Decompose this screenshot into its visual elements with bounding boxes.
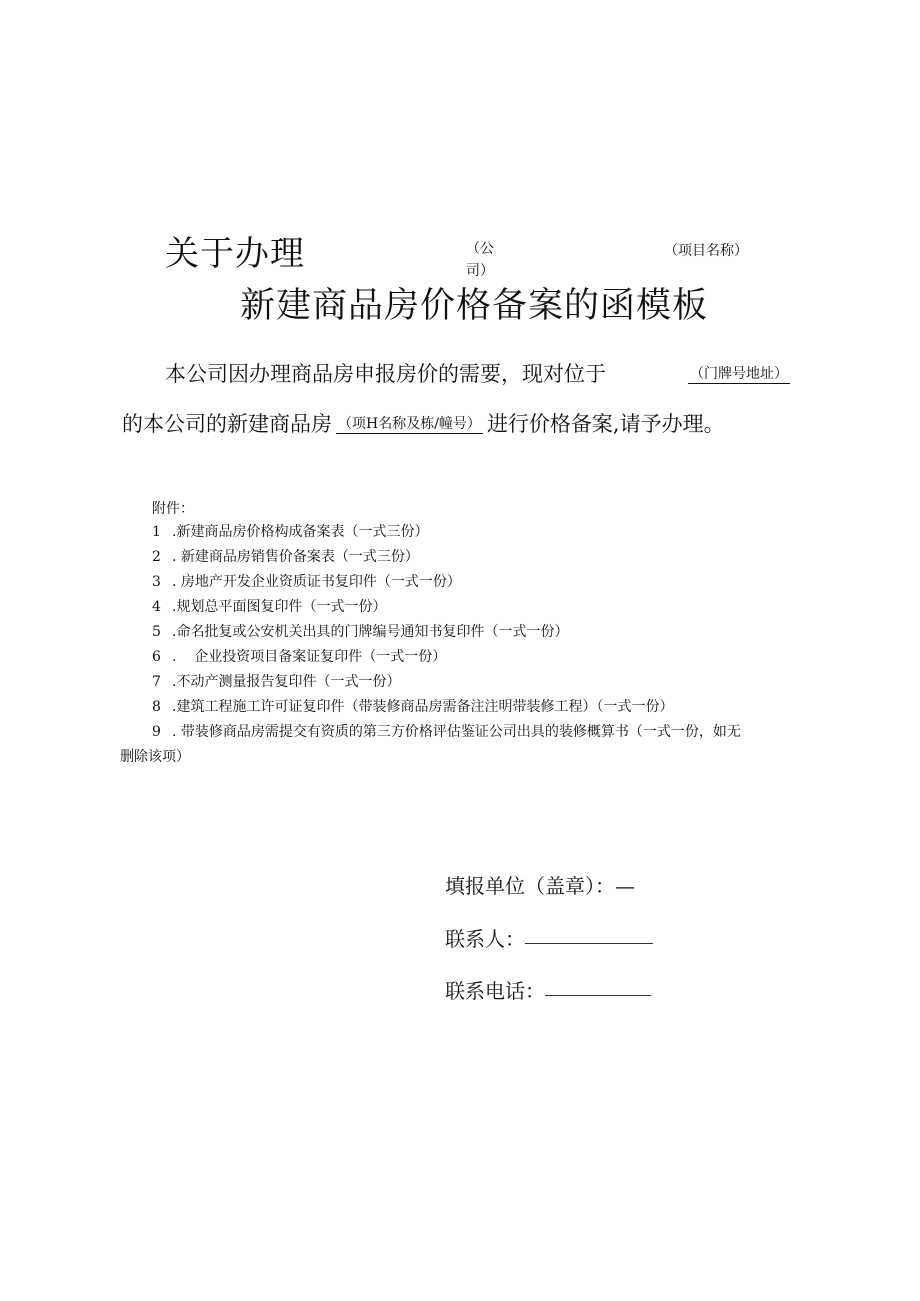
company-name-note: （公司） (466, 241, 494, 279)
attachments-list (120, 522, 812, 772)
list-item (152, 572, 812, 597)
list-item-number: 1 (152, 524, 161, 540)
document-title: 新建商品房价格备案的函模板 (240, 286, 709, 326)
list-item-number: 4 (152, 599, 161, 615)
project-name-note: （项目名称） (664, 243, 748, 259)
list-item-number: 5 (152, 624, 161, 640)
contact-phone-field (445, 975, 651, 1004)
reporting-unit-label: 填报单位（盖章）：— (445, 874, 635, 898)
contact-person-label: 联系人： (445, 927, 525, 951)
list-item (152, 522, 812, 547)
list-item-number: 9 (152, 724, 161, 740)
list-item-text: . 房地产开发企业资质证书复印件（一式一份） (172, 574, 461, 590)
list-item-text: . 企业投资项目备案证复印件（一式一份） (172, 649, 447, 665)
list-item-number: 8 (152, 699, 161, 715)
list-item-text: .不动产测量报告复印件（一式一份） (172, 674, 401, 690)
list-item-text: .规划总平面图复印件（一式一份） (172, 599, 387, 615)
body-line-2 (122, 408, 725, 438)
building-blank: （项H名称及栋/幢号） (338, 416, 481, 432)
list-item-text: .建筑工程施工许可证复印件（带装修商品房需备注注明带装修工程）（一式一份） (172, 699, 674, 715)
list-item-number: 2 (152, 549, 161, 565)
contact-person-blank[interactable] (525, 927, 653, 944)
list-item (152, 622, 812, 647)
address-blank: （门牌号地址） (690, 366, 788, 382)
list-item-number: 7 (152, 674, 161, 690)
list-item-text: .命名批复或公安机关出具的门牌编号通知书复印件（一式一份） (172, 624, 569, 640)
list-item (152, 597, 812, 622)
list-item (152, 647, 812, 672)
contact-phone-label: 联系电话： (445, 979, 545, 1003)
list-item-text: . 新建商品房销售价备案表（一式三份） (172, 549, 419, 565)
address-note (688, 363, 790, 384)
title-prefix: 关于办理 (165, 234, 305, 274)
list-item-text: .新建商品房价格构成备案表（一式三份） (172, 524, 429, 540)
list-item (152, 722, 812, 747)
list-item-continuation-text: 删除该项） (120, 749, 190, 765)
list-item-text: . 带装修商品房需提交有资质的第三方价格评估鉴证公司出具的装修概算书（一式一份，如无 (172, 724, 741, 740)
list-item-continuation (120, 747, 812, 772)
list-item (152, 547, 812, 572)
list-item (152, 697, 812, 722)
body-line-1: 本公司因办理商品房申报房价的需要，现对位于 (165, 362, 606, 386)
reporting-unit-field (445, 870, 635, 899)
contact-phone-blank[interactable] (545, 979, 651, 996)
attachments-title: 附件： (152, 501, 194, 517)
body-line-2-prefix: 的本公司的新建商品房 (122, 412, 332, 436)
list-item (152, 672, 812, 697)
list-item-number: 6 (152, 649, 161, 665)
body-line-2-suffix: 进行价格备案,请予办理。 (486, 412, 725, 436)
list-item-number: 3 (152, 574, 161, 590)
contact-person-field (445, 923, 653, 952)
